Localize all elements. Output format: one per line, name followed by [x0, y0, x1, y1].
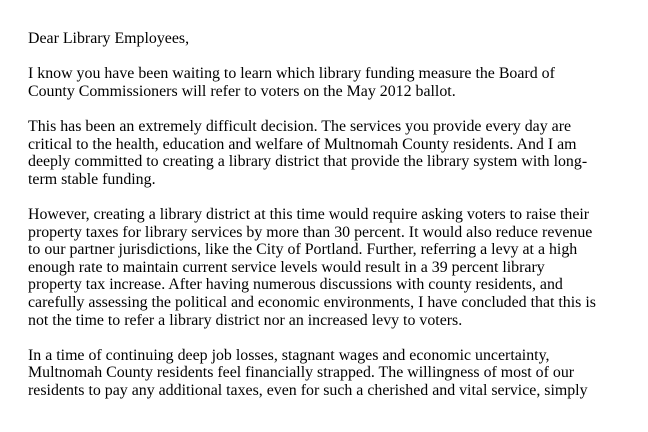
salutation [28, 30, 628, 48]
paragraph-line: deeply committed to creating a library district that provide the library system with long- [28, 153, 588, 171]
paragraph-line: property taxes for library services by more than 30 percent. It would also reduce revenue [28, 223, 593, 241]
letter-body [28, 30, 628, 417]
paragraph-line: term stable funding. [28, 170, 156, 188]
paragraph-line: Multnomah County residents feel financially strapped. The willingness of most of our [28, 364, 575, 382]
paragraph-line: property tax increase. After having numerous discussions with county residents, and [28, 276, 563, 294]
paragraph-line: residents to pay any additional taxes, even for such a cherished and vital service, simply [28, 381, 588, 399]
paragraph-line: to our partner jurisdictions, like the City of Portland. Further, referring a levy at a high [28, 241, 578, 259]
paragraph-line: not the time to refer a library district nor an increased levy to voters. [28, 311, 463, 329]
paragraph-line: However, creating a library district at this time would require asking voters to raise their [28, 205, 590, 223]
paragraph-line: I know you have been waiting to learn which library funding measure the Board of [28, 65, 555, 83]
paragraph-2 [28, 118, 628, 188]
paragraph-line: County Commissioners will refer to voters on the May 2012 ballot. [28, 82, 456, 100]
paragraph-line: critical to the health, education and welfare of Multnomah County residents. And I am [28, 135, 577, 153]
paragraph-line: In a time of continuing deep job losses, stagnant wages and economic uncertainty, [28, 346, 550, 364]
paragraph-line: enough rate to maintain current service levels would result in a 39 percent library [28, 258, 545, 276]
paragraph-line: This has been an extremely difficult decision. The services you provide every day are [28, 117, 572, 135]
paragraph-line: carefully assessing the political and economic environments, I have concluded that this is [28, 293, 596, 311]
paragraph-4 [28, 347, 628, 400]
paragraph-3 [28, 206, 628, 329]
salutation-line: Dear Library Employees, [28, 30, 190, 47]
paragraph-1 [28, 65, 628, 100]
